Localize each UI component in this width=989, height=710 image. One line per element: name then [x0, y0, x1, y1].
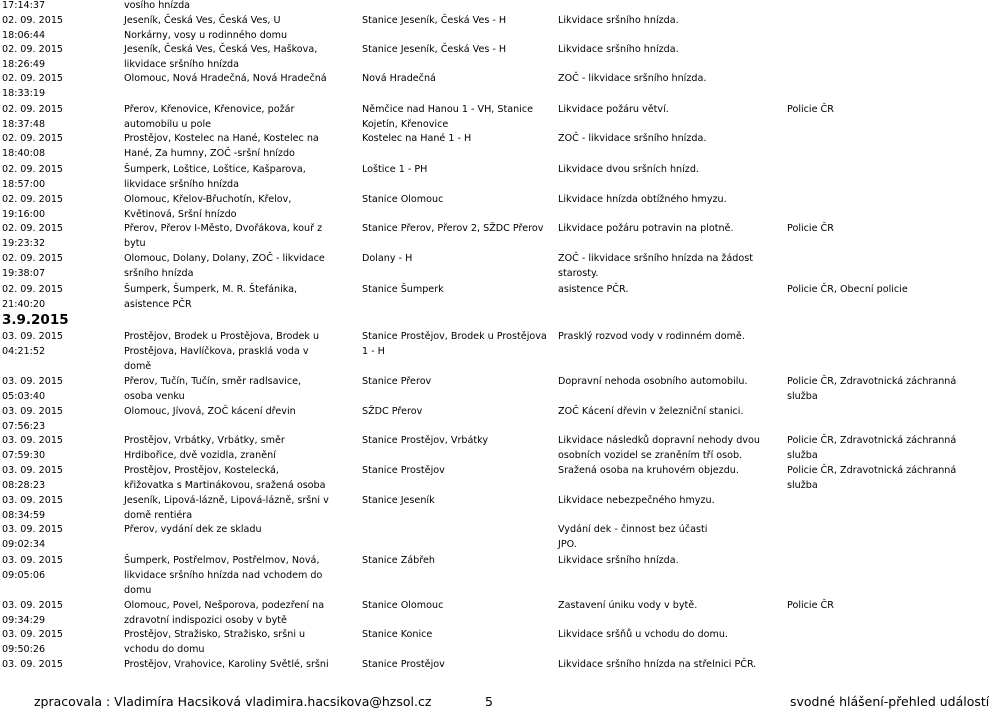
location-cell-line: Jeseník, Lipová-lázně, Lipová-lázně, sršni v [124, 495, 329, 506]
location-cell [124, 404, 296, 419]
action-cell [558, 553, 679, 568]
action-cell-line: Likvidace sršního hnízda. [558, 555, 679, 566]
event-time: 09:34:29 [2, 615, 46, 626]
location-cell-line: Olomouc, Dolany, Dolany, ZOČ - likvidace [124, 253, 325, 264]
action-cell-line: ZOČ - likvidace sršního hnízda. [558, 73, 707, 84]
unit-cell-line: Stanice Přerov [362, 376, 432, 387]
datetime-cell [2, 71, 63, 101]
event-time: 19:23:32 [2, 238, 46, 249]
event-date: 02. 09. 2015 [2, 253, 64, 264]
datetime-cell [2, 329, 63, 359]
action-cell [558, 131, 706, 146]
event-time: 18:33:19 [2, 88, 46, 99]
location-cell [124, 282, 297, 312]
unit-cell-line: SŽDC Přerov [362, 406, 423, 417]
other-units-cell-line: Policie ČR [787, 223, 834, 234]
unit-cell [362, 162, 427, 177]
action-cell-line: Likvidace sršního hnízda. [558, 15, 679, 26]
event-date: 03. 09. 2015 [2, 465, 64, 476]
event-date: 03. 09. 2015 [2, 555, 64, 566]
datetime-cell [2, 102, 63, 132]
action-cell [558, 493, 715, 508]
location-cell-line: Olomouc, Křelov-Břuchotín, Křelov, [124, 194, 292, 205]
event-time: 18:40:08 [2, 148, 46, 159]
location-cell [124, 42, 317, 72]
location-cell [124, 627, 305, 657]
other-units-cell [787, 282, 908, 297]
location-cell-line: Hané, Za humny, ZOČ -sršní hnízdo [124, 148, 295, 159]
action-cell [558, 282, 628, 297]
action-cell [558, 657, 756, 672]
event-date: 03. 09. 2015 [2, 435, 64, 446]
location-cell-line: Jeseník, Česká Ves, Česká Ves, Haškova, [124, 44, 318, 55]
action-cell [558, 221, 734, 236]
location-cell [124, 192, 291, 222]
location-cell [124, 553, 322, 598]
location-cell-line: Prostějov, Vrahovice, Karoliny Světlé, sršni [124, 659, 329, 670]
unit-cell-line: Stanice Šumperk [362, 284, 444, 295]
action-cell [558, 13, 679, 28]
action-cell [558, 433, 760, 463]
action-cell [558, 463, 739, 478]
action-cell [558, 162, 699, 177]
action-cell [558, 42, 679, 57]
location-cell [124, 522, 262, 537]
location-cell-line: Prostějov, Brodek u Prostějova, Brodek u [124, 331, 320, 342]
unit-cell-line: Kojetín, Křenovice [362, 119, 449, 130]
datetime-cell [2, 433, 63, 463]
unit-cell-line: 1 - H [362, 346, 385, 357]
action-cell-line: asistence PČR. [558, 284, 629, 295]
location-cell-line: domě [124, 361, 152, 372]
event-time: 08:28:23 [2, 480, 46, 491]
event-time: 18:37:48 [2, 119, 46, 130]
event-time: 18:06:44 [2, 30, 46, 41]
datetime-cell [2, 131, 63, 161]
location-cell [124, 13, 287, 43]
event-time: 19:38:07 [2, 268, 46, 279]
location-cell-line: vosího hnízda [124, 0, 191, 11]
footer-page-number: 5 [485, 694, 493, 709]
unit-cell-line: Stanice Jeseník, Česká Ves - H [362, 15, 507, 26]
action-cell-line: Likvidace požáru potravin na plotně. [558, 223, 734, 234]
unit-cell [362, 13, 506, 28]
unit-cell-line: Němčice nad Hanou 1 - VH, Stanice [362, 104, 534, 115]
location-cell-line: bytu [124, 238, 146, 249]
location-cell [124, 251, 325, 281]
location-cell-line: Prostějov, Vrbátky, Vrbátky, směr [124, 435, 285, 446]
datetime-cell [2, 522, 63, 552]
location-cell-line: Olomouc, Jívová, ZOČ kácení dřevin [124, 406, 296, 417]
datetime-cell [2, 282, 63, 312]
event-date: 03. 09. 2015 [2, 600, 64, 611]
event-time: 21:40:20 [2, 299, 46, 310]
location-cell-line: Přerov, Tučín, Tučín, směr radlsavice, [124, 376, 302, 387]
location-cell [124, 433, 285, 463]
location-cell-line: Prostějov, Prostějov, Kostelecká, [124, 465, 279, 476]
action-cell [558, 102, 669, 117]
location-cell [124, 71, 327, 86]
unit-cell-line: Stanice Jeseník, Česká Ves - H [362, 44, 507, 55]
action-cell-line: osobních vozidel se zraněním tří osob. [558, 450, 743, 461]
event-time: 09:05:06 [2, 570, 46, 581]
location-cell-line: likvidace sršního hnízda [124, 179, 239, 190]
unit-cell-line: Stanice Prostějov [362, 659, 445, 670]
other-units-cell [787, 374, 956, 404]
event-date: 02. 09. 2015 [2, 223, 64, 234]
other-units-cell-line: služba [787, 480, 818, 491]
action-cell [558, 71, 706, 86]
datetime-cell [2, 0, 45, 13]
other-units-cell-line: Policie ČR, Zdravotnická záchranná [787, 465, 957, 476]
unit-cell [362, 404, 422, 419]
unit-cell-line: Stanice Olomouc [362, 194, 444, 205]
event-time: 07:56:23 [2, 421, 46, 432]
location-cell-line: Květinová, Sršní hnízdo [124, 209, 237, 220]
unit-cell [362, 627, 432, 642]
datetime-cell [2, 251, 63, 281]
event-date: 02. 09. 2015 [2, 133, 64, 144]
event-date: 02. 09. 2015 [2, 284, 64, 295]
unit-cell [362, 282, 444, 297]
event-date: 02. 09. 2015 [2, 164, 64, 175]
other-units-cell [787, 102, 834, 117]
datetime-cell [2, 404, 63, 434]
other-units-cell-line: služba [787, 391, 818, 402]
action-cell-line: Zastavení úniku vody v bytě. [558, 600, 698, 611]
event-time: 18:26:49 [2, 59, 46, 70]
event-time: 19:16:00 [2, 209, 46, 220]
unit-cell-line: Dolany - H [362, 253, 413, 264]
location-cell-line: Přerov, vydání dek ze skladu [124, 524, 262, 535]
unit-cell-line: Stanice Konice [362, 629, 433, 640]
action-cell [558, 251, 753, 281]
action-cell [558, 329, 745, 344]
datetime-cell [2, 493, 63, 523]
location-cell-line: Olomouc, Povel, Nešporova, podezření na [124, 600, 325, 611]
datetime-cell [2, 374, 63, 404]
unit-cell-line: Stanice Prostějov [362, 465, 445, 476]
unit-cell-line: Kostelec na Hané 1 - H [362, 133, 472, 144]
location-cell-line: Hrdibořice, dvě vozidla, zranění [124, 450, 276, 461]
event-time: 09:02:34 [2, 539, 46, 550]
unit-cell [362, 374, 431, 389]
action-cell-line: starosty. [558, 268, 599, 279]
event-time: 05:03:40 [2, 391, 46, 402]
other-units-cell-line: Policie ČR, Zdravotnická záchranná [787, 376, 957, 387]
location-cell-line: Přerov, Přerov I-Město, Dvořákova, kouř z [124, 223, 323, 234]
location-cell-line: asistence PČR [124, 299, 192, 310]
action-cell-line: Likvidace požáru větví. [558, 104, 669, 115]
unit-cell [362, 598, 443, 613]
other-units-cell-line: Policie ČR [787, 600, 834, 611]
action-cell [558, 598, 697, 613]
location-cell-line: Jeseník, Česká Ves, Česká Ves, U [124, 15, 281, 26]
action-cell-line: Likvidace následků dopravní nehody dvou [558, 435, 760, 446]
location-cell [124, 463, 326, 493]
unit-cell-line: Stanice Prostějov, Vrbátky [362, 435, 489, 446]
action-cell-line: Likvidace dvou sršních hnízd. [558, 164, 699, 175]
action-cell-line: Sražená osoba na kruhovém objezdu. [558, 465, 739, 476]
event-date: 03. 09. 2015 [2, 406, 64, 417]
location-cell [124, 374, 301, 404]
unit-cell [362, 102, 533, 132]
location-cell-line: domě rentiéra [124, 510, 193, 521]
location-cell [124, 162, 306, 192]
other-units-cell [787, 433, 956, 463]
location-cell-line: Šumperk, Loštice, Loštice, Kašparova, [124, 164, 306, 175]
location-cell-line: Šumperk, Šumperk, M. R. Štefánika, [124, 284, 298, 295]
location-cell [124, 493, 329, 523]
other-units-cell [787, 598, 834, 613]
datetime-cell [2, 627, 63, 657]
action-cell [558, 404, 744, 419]
location-cell-line: zdravotní indispozici osoby v bytě [124, 615, 287, 626]
action-cell-line: ZOČ Kácení dřevin v železniční stanici. [558, 406, 744, 417]
action-cell-line: ZOČ - likvidace sršního hnízda. [558, 133, 707, 144]
other-units-cell-line: Policie ČR [787, 104, 834, 115]
unit-cell [362, 433, 488, 448]
unit-cell [362, 221, 543, 236]
date-heading: 3.9.2015 [2, 312, 69, 328]
action-cell [558, 627, 728, 642]
event-time: 17:14:37 [2, 0, 46, 11]
unit-cell-line: Stanice Přerov, Přerov 2, SŽDC Přerov [362, 223, 544, 234]
location-cell-line: vchodu do domu [124, 644, 205, 655]
location-cell-line: Přerov, Křenovice, Křenovice, požár [124, 104, 295, 115]
event-date: 03. 09. 2015 [2, 659, 64, 670]
datetime-cell [2, 13, 63, 43]
unit-cell-line: Stanice Jeseník [362, 495, 435, 506]
event-date: 03. 09. 2015 [2, 524, 64, 535]
action-cell-line: Likvidace sršňů u vchodu do domu. [558, 629, 728, 640]
action-cell [558, 522, 707, 552]
unit-cell [362, 192, 443, 207]
unit-cell [362, 131, 471, 146]
location-cell-line: likvidace sršního hnízda [124, 59, 239, 70]
other-units-cell [787, 221, 834, 236]
event-date: 03. 09. 2015 [2, 376, 64, 387]
datetime-cell [2, 657, 63, 672]
datetime-cell [2, 598, 63, 628]
unit-cell-line: Loštice 1 - PH [362, 164, 428, 175]
location-cell-line: Šumperk, Postřelmov, Postřelmov, Nová, [124, 555, 320, 566]
other-units-cell [787, 463, 956, 493]
action-cell-line: Likvidace sršního hnízda na střelnici PČR. [558, 659, 757, 670]
location-cell-line: Olomouc, Nová Hradečná, Nová Hradečná [124, 73, 327, 84]
action-cell-line: Prasklý rozvod vody v rodinném domě. [558, 331, 745, 342]
location-cell-line: křižovatka s Martinákovou, sražená osoba [124, 480, 326, 491]
location-cell-line: domu [124, 585, 152, 596]
footer-report-title: svodné hlášení-přehled událostí [790, 694, 989, 709]
location-cell [124, 102, 294, 132]
event-time: 07:59:30 [2, 450, 46, 461]
unit-cell [362, 657, 445, 672]
event-date: 03. 09. 2015 [2, 495, 64, 506]
event-time: 18:57:00 [2, 179, 46, 190]
unit-cell [362, 251, 412, 266]
action-cell [558, 192, 727, 207]
location-cell [124, 657, 329, 672]
unit-cell-line: Nová Hradečná [362, 73, 436, 84]
event-date: 02. 09. 2015 [2, 15, 64, 26]
event-time: 09:50:26 [2, 644, 46, 655]
datetime-cell [2, 162, 63, 192]
datetime-cell [2, 192, 63, 222]
event-date: 02. 09. 2015 [2, 104, 64, 115]
action-cell-line: Vydání dek - činnost bez účasti [558, 524, 708, 535]
location-cell [124, 0, 190, 13]
other-units-cell-line: služba [787, 450, 818, 461]
unit-cell [362, 42, 506, 57]
unit-cell-line: Stanice Prostějov, Brodek u Prostějova [362, 331, 547, 342]
location-cell-line: sršního hnízda [124, 268, 194, 279]
action-cell-line: Likvidace nebezpečného hmyzu. [558, 495, 715, 506]
unit-cell [362, 553, 435, 568]
unit-cell-line: Stanice Zábřeh [362, 555, 435, 566]
event-date: 03. 09. 2015 [2, 629, 64, 640]
location-cell [124, 598, 324, 628]
event-date: 02. 09. 2015 [2, 194, 64, 205]
location-cell-line: osoba venku [124, 391, 185, 402]
unit-cell [362, 329, 547, 359]
datetime-cell [2, 42, 63, 72]
action-cell-line: Dopravní nehoda osobního automobilu. [558, 376, 748, 387]
location-cell-line: likvidace sršního hnízda nad vchodem do [124, 570, 323, 581]
location-cell [124, 131, 319, 161]
location-cell-line: automobilu u pole [124, 119, 212, 130]
footer-author: zpracovala : Vladimíra Hacsiková vladimira.hacsikova@hzsol.cz [34, 694, 432, 709]
location-cell [124, 221, 322, 251]
event-date: 02. 09. 2015 [2, 73, 64, 84]
datetime-cell [2, 463, 63, 493]
other-units-cell-line: Policie ČR, Obecní policie [787, 284, 908, 295]
location-cell-line: Prostějov, Kostelec na Hané, Kostelec na [124, 133, 319, 144]
location-cell-line: Prostějova, Havlíčkova, prasklá voda v [124, 346, 309, 357]
event-date: 03. 09. 2015 [2, 331, 64, 342]
unit-cell [362, 463, 445, 478]
action-cell-line: Likvidace hnízda obtížného hmyzu. [558, 194, 727, 205]
action-cell [558, 374, 748, 389]
action-cell-line: ZOČ - likvidace sršního hnízda na žádost [558, 253, 754, 264]
other-units-cell-line: Policie ČR, Zdravotnická záchranná [787, 435, 957, 446]
event-time: 04:21:52 [2, 346, 46, 357]
location-cell [124, 329, 319, 374]
action-cell-line: Likvidace sršního hnízda. [558, 44, 679, 55]
location-cell-line: Prostějov, Stražisko, Stražisko, sršni u [124, 629, 306, 640]
unit-cell [362, 493, 435, 508]
event-time: 08:34:59 [2, 510, 46, 521]
datetime-cell [2, 553, 63, 583]
unit-cell-line: Stanice Olomouc [362, 600, 444, 611]
event-date: 02. 09. 2015 [2, 44, 64, 55]
location-cell-line: Norkárny, vosy u rodinného domu [124, 30, 288, 41]
unit-cell [362, 71, 436, 86]
action-cell-line: JPO. [558, 539, 577, 550]
datetime-cell [2, 221, 63, 251]
